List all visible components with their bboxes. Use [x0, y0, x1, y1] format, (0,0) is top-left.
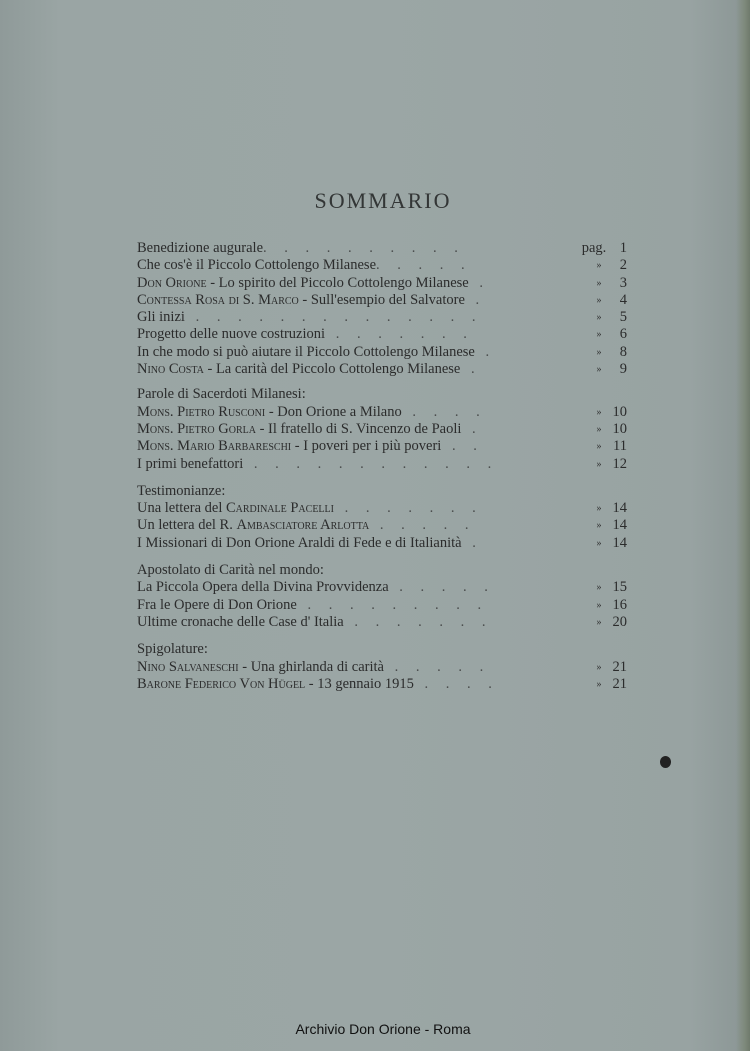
toc-entry-title: Una lettera del [137, 500, 226, 517]
toc-entry-text [137, 614, 492, 631]
dot-leader: . [461, 420, 483, 437]
page-number: 16 [612, 596, 627, 613]
dot-leader: . . . . . . . . . . [263, 240, 465, 256]
toc-entry-title: La Piccola Opera della Divina Provvidenza [137, 579, 389, 596]
ditto-mark: » [596, 406, 602, 418]
ditto-mark: » [596, 312, 602, 324]
ditto-mark: » [596, 294, 602, 306]
toc-group [137, 483, 632, 552]
ditto-mark: » [596, 277, 602, 289]
dot-leader: . . . . . [369, 517, 476, 534]
dot-leader: . [461, 534, 483, 551]
toc-entry [137, 517, 632, 534]
ditto-mark: » [596, 364, 602, 376]
page-number: 14 [612, 517, 627, 534]
dot-leader: . . [441, 438, 484, 455]
page-number: 1 [619, 240, 627, 256]
toc-entry-title: - I poveri per i più poveri [291, 438, 442, 455]
toc-entry-title: Gli inizi [137, 309, 185, 326]
dot-leader: . . . . . [388, 579, 495, 596]
dot-leader: . . . . . . . [343, 613, 493, 630]
toc-group-heading: Testimonianze: [137, 482, 226, 499]
page-number: 3 [619, 274, 627, 291]
ditto-mark: » [596, 423, 602, 435]
toc-entry-text [137, 326, 474, 343]
toc-entry-text [137, 421, 483, 438]
toc-group [137, 641, 632, 693]
toc-entry [137, 309, 632, 326]
toc-group-heading: Spigolature: [137, 641, 208, 658]
archive-footer: Archivio Don Orione - Roma [295, 1021, 471, 1037]
toc-entry-person: Cardinale Pacelli [225, 500, 334, 517]
dot-leader: . . . . . . . . . [296, 596, 489, 613]
toc-entry [137, 257, 632, 274]
toc-entry-author: Nino Costa [137, 361, 204, 378]
toc-entry [137, 614, 632, 631]
page-number: 2 [619, 257, 627, 274]
toc-entry-title: Progetto delle nuove costruzioni [137, 326, 326, 343]
page-number: 4 [619, 291, 627, 308]
toc-entry [137, 240, 632, 257]
toc-entry-person: Ambasciatore Arlotta [236, 517, 370, 534]
page-number: 9 [619, 361, 627, 378]
toc-entry-text [137, 361, 482, 378]
toc-group-heading: Parole di Sacerdoti Milanesi: [137, 386, 306, 403]
toc-entry-title: I Missionari di Don Orione Araldi di Fede e di Italianità [137, 534, 462, 551]
toc-entry-author: Mons. Pietro Rusconi [137, 403, 266, 420]
toc-entry [137, 500, 632, 517]
dot-leader: . . . . . . . . . . . . . . [184, 309, 483, 326]
toc-entry-title: - Il fratello di S. Vincenzo de Paoli [255, 420, 462, 437]
toc-entry-text [137, 240, 465, 257]
toc-entry [137, 404, 632, 421]
toc-entry-text [137, 292, 486, 309]
toc-entry-title: Benedizione augurale [137, 240, 264, 256]
toc-entry-title: - Don Orione a Milano [265, 403, 402, 420]
dot-leader: . . . . [401, 403, 487, 420]
toc-entry-author: Don Orione [137, 274, 207, 291]
dot-leader: . . . . . [376, 257, 472, 274]
ditto-mark: » [596, 616, 602, 628]
toc-entry [137, 659, 632, 676]
toc-entry-title: Ultime cronache delle Case d' Italia [137, 613, 344, 630]
toc-entry-text [137, 579, 495, 596]
toc-entry-author: Contessa Rosa di S. Marco [137, 291, 299, 308]
ditto-mark: » [596, 599, 602, 611]
dot-leader: . [464, 291, 487, 308]
ditto-mark: » [596, 520, 602, 532]
page-number: 5 [619, 309, 627, 326]
toc-entry [137, 275, 632, 292]
page-number: 14 [612, 534, 627, 551]
toc-group-heading: Apostolato di Carità nel mondo: [137, 562, 324, 579]
ditto-mark: » [596, 503, 602, 515]
ditto-mark: » [596, 661, 602, 673]
page-title: SOMMARIO [314, 188, 452, 213]
toc-entry-author: Mons. Pietro Gorla [137, 420, 256, 437]
toc-entry-text [137, 456, 498, 473]
dot-leader: . [474, 343, 497, 360]
dot-leader: . [460, 361, 482, 378]
toc-group [137, 240, 632, 378]
toc-group [137, 562, 632, 631]
page-number: 15 [612, 579, 627, 596]
toc-entry-title: Fra le Opere di Don Orione [137, 596, 297, 613]
toc-entry [137, 456, 632, 473]
page-number: 21 [612, 675, 627, 692]
toc-entry [137, 676, 632, 693]
ditto-mark: » [596, 582, 602, 594]
toc-entry-title: Che cos'è il Piccolo Cottolengo Milanese [137, 257, 377, 274]
page-number: 10 [612, 403, 627, 420]
page-number: 21 [612, 658, 627, 675]
toc-entry-text [137, 535, 483, 552]
toc-entry-text [137, 517, 476, 534]
ditto-mark: » [596, 441, 602, 453]
toc-entry-text [137, 309, 482, 326]
dot-leader: . . . . . . . . . . . . [243, 455, 499, 472]
toc-entry-text [137, 500, 483, 517]
toc-entry [137, 579, 632, 596]
toc-entry-title: - La carità del Piccolo Cottolengo Milanese [203, 361, 461, 378]
page-number: 10 [612, 420, 627, 437]
dot-leader: . . . . . [383, 658, 491, 675]
toc-entry-title: In che modo si può aiutare il Piccolo Cottolengo Milanese [137, 343, 475, 360]
toc-entry-text [137, 275, 490, 292]
dot-leader: . . . . [413, 675, 499, 692]
toc-entry [137, 326, 632, 343]
toc-entry [137, 361, 632, 378]
toc-entry-author: Mons. Mario Barbareschi [137, 438, 292, 455]
toc-entry-text [137, 257, 472, 274]
toc-entry-text [137, 344, 496, 361]
toc-entry-text [137, 404, 487, 421]
toc-entry [137, 344, 632, 361]
toc-entry-text [137, 438, 484, 455]
toc-entry [137, 535, 632, 552]
page-label: pag. [581, 240, 607, 256]
toc-entry [137, 438, 632, 455]
page-number: 11 [613, 438, 627, 455]
toc-entry-title: - 13 gennaio 1915 [305, 675, 414, 692]
ditto-mark: » [596, 537, 602, 549]
toc-entry-author: Barone Federico Von Hügel [137, 675, 306, 692]
toc-entry-text [137, 676, 499, 693]
page-number: 8 [619, 343, 627, 360]
toc-entry [137, 597, 632, 614]
toc-entry-title: - Lo spirito del Piccolo Cottolengo Milanese [206, 274, 469, 291]
toc-entry-title: - Una ghirlanda di carità [238, 658, 384, 675]
toc-entry-title: - Sull'esempio del Salvatore [298, 291, 465, 308]
toc-entry-title: I primi benefattori [137, 455, 244, 472]
ditto-mark: » [596, 458, 602, 470]
toc-entry-text [137, 597, 488, 614]
dot-leader: . . . . . . . [325, 326, 474, 343]
page-number: 20 [612, 613, 627, 630]
toc-group [137, 386, 632, 472]
ditto-mark: » [596, 678, 602, 690]
toc-entry-text [137, 659, 490, 676]
toc-entry-author: Nino Salvaneschi [137, 658, 239, 675]
ditto-mark: » [596, 329, 602, 341]
page-edge [736, 0, 750, 1051]
page-number: 12 [612, 455, 627, 472]
toc-entry-title: Un lettera del R. [137, 517, 237, 534]
ditto-mark: » [596, 260, 602, 272]
dot-leader: . . . . . . . [333, 500, 483, 517]
toc-entry [137, 421, 632, 438]
table-of-contents [137, 240, 632, 703]
toc-entry [137, 292, 632, 309]
page-number: 14 [612, 500, 627, 517]
ink-spot [660, 756, 671, 768]
dot-leader: . [468, 274, 490, 291]
ditto-mark: » [596, 346, 602, 358]
page-number: 6 [619, 326, 627, 343]
